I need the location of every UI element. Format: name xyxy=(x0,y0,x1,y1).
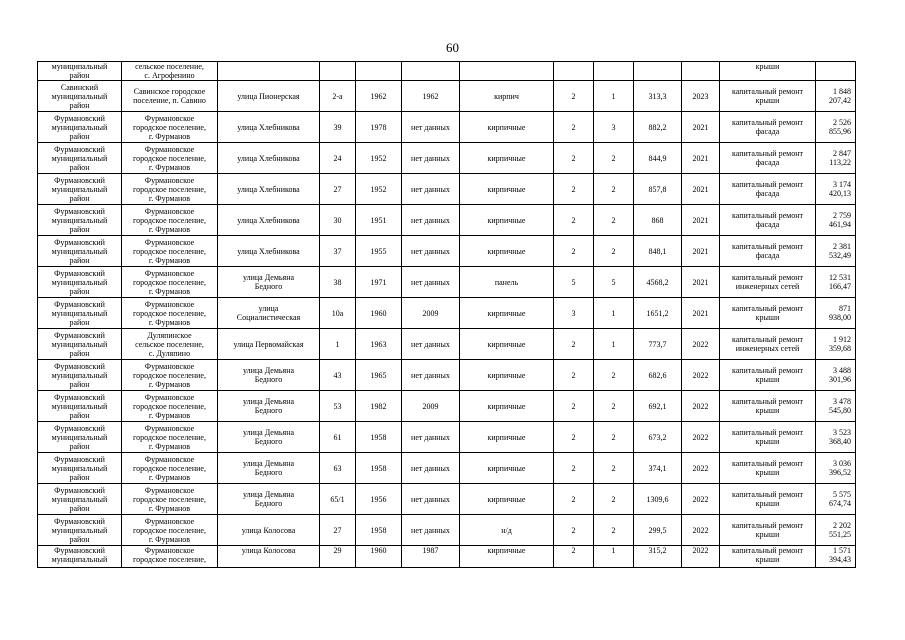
district-cell: Фурмановский муниципальный район xyxy=(38,174,122,205)
street-cell: улица Хлебникова xyxy=(218,112,320,143)
housing-repair-table xyxy=(37,61,856,568)
settlement-cell: Фурмановское городское поселение, г. Фурманов xyxy=(122,143,218,174)
year-built-cell: 1971 xyxy=(356,267,402,298)
year-built-cell: 1960 xyxy=(356,298,402,329)
year-repair-cell: 2009 xyxy=(402,391,460,422)
floors-cell: 2 xyxy=(554,143,594,174)
floors-cell: 2 xyxy=(554,329,594,360)
floors-cell: 2 xyxy=(554,112,594,143)
table-row xyxy=(38,174,856,205)
district-cell: Фурмановский муниципальный район xyxy=(38,205,122,236)
year-repair-cell: нет данных xyxy=(402,205,460,236)
street-cell: улица Первомайская xyxy=(218,329,320,360)
entrances-cell: 2 xyxy=(594,205,634,236)
year-built-cell: 1963 xyxy=(356,329,402,360)
floors-cell: 3 xyxy=(554,298,594,329)
wall-material-cell: кирпичные xyxy=(460,329,554,360)
year-repair-cell: нет данных xyxy=(402,515,460,546)
area-cell: 848,1 xyxy=(634,236,682,267)
year-repair-cell: нет данных xyxy=(402,453,460,484)
district-cell: Фурмановский муниципальный район xyxy=(38,298,122,329)
area-cell: 315,2 xyxy=(634,546,682,568)
entrances-cell: 2 xyxy=(594,484,634,515)
floors-cell: 2 xyxy=(554,391,594,422)
area-cell: 868 xyxy=(634,205,682,236)
year-built-cell: 1951 xyxy=(356,205,402,236)
year-repair-cell: нет данных xyxy=(402,422,460,453)
year-repair-cell: 1962 xyxy=(402,81,460,112)
work-type-cell: крыши xyxy=(720,62,816,81)
house-number-cell: 39 xyxy=(320,112,356,143)
area-cell: 692,1 xyxy=(634,391,682,422)
district-cell: Фурмановский муниципальный район xyxy=(38,112,122,143)
year-repair-cell: нет данных xyxy=(402,174,460,205)
settlement-cell: Фурмановское городское поселение, xyxy=(122,546,218,568)
area-cell: 773,7 xyxy=(634,329,682,360)
cost-cell: 1 848 207,42 xyxy=(816,81,856,112)
house-number-cell: 27 xyxy=(320,515,356,546)
settlement-cell: Фурмановское городское поселение, г. Фурманов xyxy=(122,453,218,484)
plan-year-cell: 2023 xyxy=(682,81,720,112)
wall-material-cell: панель xyxy=(460,267,554,298)
year-repair-cell: нет данных xyxy=(402,329,460,360)
house-number-cell: 2-а xyxy=(320,81,356,112)
settlement-cell: Фурмановское городское поселение, г. Фурманов xyxy=(122,174,218,205)
floors-cell: 2 xyxy=(554,546,594,568)
year-built-cell: 1952 xyxy=(356,143,402,174)
entrances-cell: 1 xyxy=(594,298,634,329)
year-built-cell: 1952 xyxy=(356,174,402,205)
year-built-cell: 1958 xyxy=(356,453,402,484)
floors-cell xyxy=(554,62,594,81)
entrances-cell: 2 xyxy=(594,236,634,267)
wall-material-cell: кирпичные xyxy=(460,112,554,143)
work-type-cell: капитальный ремонт инженерных сетей xyxy=(720,267,816,298)
entrances-cell: 2 xyxy=(594,143,634,174)
year-repair-cell: нет данных xyxy=(402,484,460,515)
entrances-cell: 1 xyxy=(594,329,634,360)
house-number-cell: 63 xyxy=(320,453,356,484)
table-row xyxy=(38,329,856,360)
house-number-cell: 38 xyxy=(320,267,356,298)
year-built-cell: 1960 xyxy=(356,546,402,568)
cost-cell: 871 938,00 xyxy=(816,298,856,329)
area-cell xyxy=(634,62,682,81)
district-cell: Савинский муниципальный район xyxy=(38,81,122,112)
plan-year-cell: 2022 xyxy=(682,484,720,515)
work-type-cell: капитальный ремонт фасада xyxy=(720,112,816,143)
wall-material-cell: кирпичные xyxy=(460,391,554,422)
entrances-cell: 2 xyxy=(594,174,634,205)
table-row xyxy=(38,391,856,422)
year-built-cell: 1978 xyxy=(356,112,402,143)
table-row xyxy=(38,62,856,81)
table-body xyxy=(38,62,856,568)
entrances-cell xyxy=(594,62,634,81)
work-type-cell: капитальный ремонт крыши xyxy=(720,515,816,546)
cost-cell: 2 526 855,96 xyxy=(816,112,856,143)
house-number-cell: 24 xyxy=(320,143,356,174)
cost-cell: 5 575 674,74 xyxy=(816,484,856,515)
floors-cell: 2 xyxy=(554,236,594,267)
year-built-cell: 1962 xyxy=(356,81,402,112)
wall-material-cell: кирпичные xyxy=(460,546,554,568)
year-built-cell: 1965 xyxy=(356,360,402,391)
entrances-cell: 2 xyxy=(594,453,634,484)
cost-cell: 2 381 532,49 xyxy=(816,236,856,267)
work-type-cell: капитальный ремонт крыши xyxy=(720,484,816,515)
year-built-cell xyxy=(356,62,402,81)
year-repair-cell: нет данных xyxy=(402,143,460,174)
table-row xyxy=(38,298,856,329)
table-row xyxy=(38,205,856,236)
house-number-cell: 27 xyxy=(320,174,356,205)
district-cell: Фурмановский муниципальный район xyxy=(38,360,122,391)
area-cell: 682,6 xyxy=(634,360,682,391)
plan-year-cell: 2021 xyxy=(682,267,720,298)
settlement-cell: Фурмановское городское поселение, г. Фурманов xyxy=(122,391,218,422)
floors-cell: 2 xyxy=(554,515,594,546)
floors-cell: 2 xyxy=(554,205,594,236)
street-cell: улица Демьяна Бедного xyxy=(218,422,320,453)
work-type-cell: капитальный ремонт фасада xyxy=(720,236,816,267)
plan-year-cell: 2022 xyxy=(682,453,720,484)
street-cell: улица Социалистическая xyxy=(218,298,320,329)
plan-year-cell: 2021 xyxy=(682,205,720,236)
street-cell: улица Колосова xyxy=(218,515,320,546)
district-cell: Фурмановский муниципальный район xyxy=(38,484,122,515)
house-number-cell: 61 xyxy=(320,422,356,453)
year-repair-cell: 1987 xyxy=(402,546,460,568)
wall-material-cell: кирпичные xyxy=(460,236,554,267)
table-row xyxy=(38,112,856,143)
district-cell: Фурмановский муниципальный район xyxy=(38,143,122,174)
wall-material-cell: н/д xyxy=(460,515,554,546)
street-cell: улица Хлебникова xyxy=(218,143,320,174)
street-cell: улица Демьяна Бедного xyxy=(218,360,320,391)
street-cell: улица Демьяна Бедного xyxy=(218,484,320,515)
wall-material-cell: кирпичные xyxy=(460,453,554,484)
table-row xyxy=(38,422,856,453)
area-cell: 857,8 xyxy=(634,174,682,205)
cost-cell xyxy=(816,62,856,81)
district-cell: Фурмановский муниципальный район xyxy=(38,453,122,484)
wall-material-cell: кирпичные xyxy=(460,174,554,205)
district-cell: Фурмановский муниципальный район xyxy=(38,236,122,267)
house-number-cell: 1 xyxy=(320,329,356,360)
work-type-cell: капитальный ремонт крыши xyxy=(720,546,816,568)
district-cell: Фурмановский муниципальный район xyxy=(38,515,122,546)
floors-cell: 2 xyxy=(554,422,594,453)
plan-year-cell: 2021 xyxy=(682,174,720,205)
area-cell: 844,9 xyxy=(634,143,682,174)
floors-cell: 2 xyxy=(554,360,594,391)
work-type-cell: капитальный ремонт крыши xyxy=(720,453,816,484)
year-repair-cell: нет данных xyxy=(402,360,460,391)
area-cell: 882,2 xyxy=(634,112,682,143)
entrances-cell: 1 xyxy=(594,546,634,568)
area-cell: 4568,2 xyxy=(634,267,682,298)
plan-year-cell: 2022 xyxy=(682,360,720,391)
floors-cell: 2 xyxy=(554,484,594,515)
plan-year-cell: 2021 xyxy=(682,298,720,329)
settlement-cell: Фурмановское городское поселение, г. Фурманов xyxy=(122,236,218,267)
work-type-cell: капитальный ремонт фасада xyxy=(720,205,816,236)
work-type-cell: капитальный ремонт фасада xyxy=(720,143,816,174)
cost-cell: 3 523 368,40 xyxy=(816,422,856,453)
settlement-cell: Фурмановское городское поселение, г. Фурманов xyxy=(122,298,218,329)
area-cell: 1309,6 xyxy=(634,484,682,515)
entrances-cell: 1 xyxy=(594,81,634,112)
wall-material-cell: кирпичные xyxy=(460,484,554,515)
entrances-cell: 2 xyxy=(594,515,634,546)
year-repair-cell: 2009 xyxy=(402,298,460,329)
house-number-cell: 10а xyxy=(320,298,356,329)
cost-cell: 3 478 545,80 xyxy=(816,391,856,422)
table-row xyxy=(38,267,856,298)
year-built-cell: 1958 xyxy=(356,515,402,546)
cost-cell: 3 174 420,13 xyxy=(816,174,856,205)
settlement-cell: Савинское городское поселение, п. Савино xyxy=(122,81,218,112)
work-type-cell: капитальный ремонт крыши xyxy=(720,360,816,391)
floors-cell: 2 xyxy=(554,174,594,205)
street-cell: улица Демьяна Бедного xyxy=(218,453,320,484)
plan-year-cell: 2022 xyxy=(682,329,720,360)
table-row xyxy=(38,484,856,515)
entrances-cell: 2 xyxy=(594,422,634,453)
work-type-cell: капитальный ремонт фасада xyxy=(720,174,816,205)
house-number-cell: 53 xyxy=(320,391,356,422)
table-row xyxy=(38,453,856,484)
table-row xyxy=(38,515,856,546)
wall-material-cell: кирпичные xyxy=(460,205,554,236)
table-row xyxy=(38,546,856,568)
plan-year-cell: 2022 xyxy=(682,391,720,422)
settlement-cell: Фурмановское городское поселение, г. Фурманов xyxy=(122,205,218,236)
street-cell: улица Колосова xyxy=(218,546,320,568)
entrances-cell: 2 xyxy=(594,360,634,391)
cost-cell: 12 531 166,47 xyxy=(816,267,856,298)
street-cell: улица Хлебникова xyxy=(218,174,320,205)
table-row xyxy=(38,236,856,267)
settlement-cell: Фурмановское городское поселение, г. Фурманов xyxy=(122,484,218,515)
entrances-cell: 3 xyxy=(594,112,634,143)
cost-cell: 2 847 113,22 xyxy=(816,143,856,174)
cost-cell: 3 036 396,52 xyxy=(816,453,856,484)
table-row xyxy=(38,81,856,112)
cost-cell: 3 488 301,96 xyxy=(816,360,856,391)
street-cell: улица Хлебникова xyxy=(218,205,320,236)
work-type-cell: капитальный ремонт инженерных сетей xyxy=(720,329,816,360)
settlement-cell: Фурмановское городское поселение, г. Фурманов xyxy=(122,422,218,453)
settlement-cell: Фурмановское городское поселение, г. Фурманов xyxy=(122,360,218,391)
street-cell: улица Демьяна Бедного xyxy=(218,391,320,422)
district-cell: Фурмановский муниципальный район xyxy=(38,267,122,298)
year-repair-cell: нет данных xyxy=(402,112,460,143)
page-number: 60 xyxy=(446,40,459,55)
wall-material-cell: кирпичные xyxy=(460,143,554,174)
wall-material-cell: кирпичные xyxy=(460,298,554,329)
street-cell: улица Пионерская xyxy=(218,81,320,112)
settlement-cell: Фурмановское городское поселение, г. Фурманов xyxy=(122,267,218,298)
floors-cell: 2 xyxy=(554,453,594,484)
cost-cell: 1 912 359,68 xyxy=(816,329,856,360)
year-repair-cell xyxy=(402,62,460,81)
plan-year-cell: 2021 xyxy=(682,112,720,143)
wall-material-cell: кирпичные xyxy=(460,422,554,453)
table-row xyxy=(38,143,856,174)
house-number-cell: 43 xyxy=(320,360,356,391)
house-number-cell: 37 xyxy=(320,236,356,267)
plan-year-cell: 2021 xyxy=(682,143,720,174)
area-cell: 374,1 xyxy=(634,453,682,484)
year-built-cell: 1956 xyxy=(356,484,402,515)
plan-year-cell: 2022 xyxy=(682,515,720,546)
settlement-cell: Дуляпинское сельское поселение, с. Дуляпино xyxy=(122,329,218,360)
entrances-cell: 5 xyxy=(594,267,634,298)
plan-year-cell: 2022 xyxy=(682,546,720,568)
work-type-cell: капитальный ремонт крыши xyxy=(720,298,816,329)
plan-year-cell: 2022 xyxy=(682,422,720,453)
wall-material-cell: кирпич xyxy=(460,81,554,112)
area-cell: 313,3 xyxy=(634,81,682,112)
street-cell xyxy=(218,62,320,81)
year-repair-cell: нет данных xyxy=(402,267,460,298)
cost-cell: 2 202 551,25 xyxy=(816,515,856,546)
wall-material-cell xyxy=(460,62,554,81)
house-number-cell xyxy=(320,62,356,81)
district-cell: Фурмановский муниципальный район xyxy=(38,422,122,453)
work-type-cell: капитальный ремонт крыши xyxy=(720,81,816,112)
plan-year-cell xyxy=(682,62,720,81)
year-built-cell: 1958 xyxy=(356,422,402,453)
settlement-cell: Фурмановское городское поселение, г. Фурманов xyxy=(122,515,218,546)
district-cell: Фурмановский муниципальный район xyxy=(38,329,122,360)
table-row xyxy=(38,360,856,391)
cost-cell: 1 571 394,43 xyxy=(816,546,856,568)
cost-cell: 2 759 461,94 xyxy=(816,205,856,236)
house-number-cell: 65/1 xyxy=(320,484,356,515)
street-cell: улица Хлебникова xyxy=(218,236,320,267)
house-number-cell: 29 xyxy=(320,546,356,568)
area-cell: 673,2 xyxy=(634,422,682,453)
plan-year-cell: 2021 xyxy=(682,236,720,267)
house-number-cell: 30 xyxy=(320,205,356,236)
street-cell: улица Демьяна Бедного xyxy=(218,267,320,298)
year-repair-cell: нет данных xyxy=(402,236,460,267)
entrances-cell: 2 xyxy=(594,391,634,422)
year-built-cell: 1955 xyxy=(356,236,402,267)
district-cell: Фурмановский муниципальный xyxy=(38,546,122,568)
settlement-cell: сельское поселение, с. Агрофенино xyxy=(122,62,218,81)
floors-cell: 2 xyxy=(554,81,594,112)
year-built-cell: 1982 xyxy=(356,391,402,422)
area-cell: 299,5 xyxy=(634,515,682,546)
wall-material-cell: кирпичные xyxy=(460,360,554,391)
settlement-cell: Фурмановское городское поселение, г. Фурманов xyxy=(122,112,218,143)
work-type-cell: капитальный ремонт крыши xyxy=(720,391,816,422)
district-cell: муниципальный район xyxy=(38,62,122,81)
area-cell: 1651,2 xyxy=(634,298,682,329)
work-type-cell: капитальный ремонт крыши xyxy=(720,422,816,453)
floors-cell: 5 xyxy=(554,267,594,298)
district-cell: Фурмановский муниципальный район xyxy=(38,391,122,422)
